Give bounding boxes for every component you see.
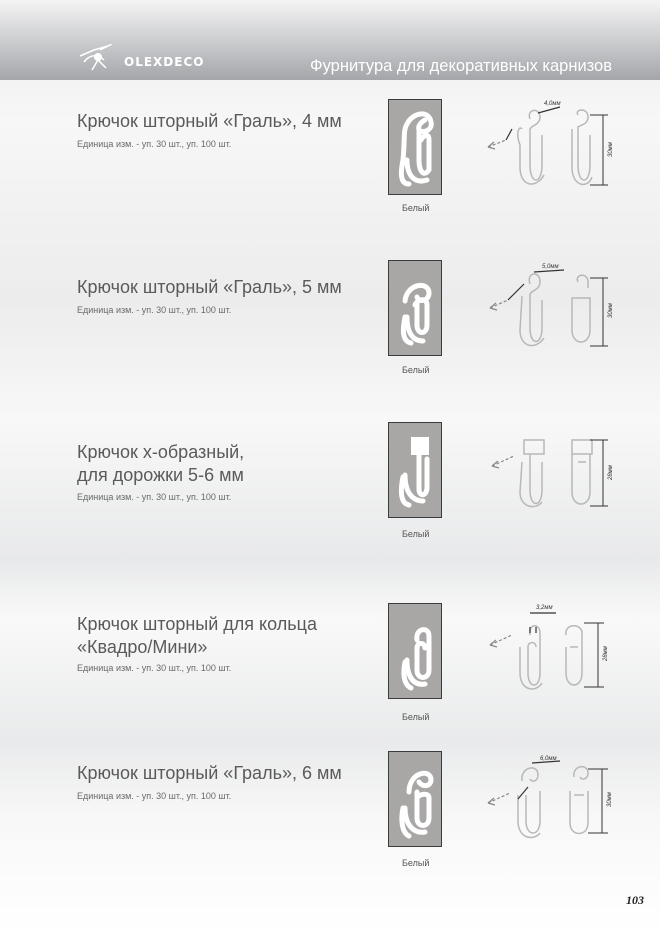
product-unit: Единица изм. - уп. 30 шт., уп. 100 шт. [77,791,232,801]
product-hook-gral-6mm [0,751,660,911]
product-title: Крючок шторный «Граль», 4 мм [77,111,342,131]
product-title: Крючок шторный «Граль», 5 мм [77,277,342,297]
hook-scheme-icon [478,603,618,713]
hook-photo-icon [389,752,443,848]
hook-scheme-icon [478,258,618,368]
width-dimension: 4,0мм [544,101,561,107]
product-photo [388,751,442,847]
product-hook-x-shaped [0,422,660,582]
height-dimension: 30мм [608,142,614,157]
height-dimension: 28мм [603,646,609,661]
color-label: Белый [402,712,430,722]
hook-photo-icon [389,100,443,196]
color-label: Белый [402,365,430,375]
product-unit: Единица изм. - уп. 30 шт., уп. 100 шт. [77,139,232,149]
product-hook-gral-5mm [0,258,660,418]
product-title: Крючок шторный «Граль», 6 мм [77,763,342,783]
product-photo [388,422,442,518]
width-dimension: 5,0мм [542,264,559,270]
product-title: Крючок х-образный, для дорожки 5-6 мм [77,442,245,485]
hook-photo-icon [389,423,443,519]
product-photo [388,603,442,699]
section-title: Фурнитура для декоративных карнизов [310,57,612,75]
product-unit: Единица изм. - уп. 30 шт., уп. 100 шт. [77,492,232,502]
color-label: Белый [402,858,430,868]
product-hook-quadro-mini [0,603,660,763]
product-hook-gral-4mm [0,95,660,255]
product-unit: Единица изм. - уп. 30 шт., уп. 100 шт. [77,663,232,673]
height-dimension: 28мм [608,465,614,480]
product-photo [388,99,442,195]
hook-photo-icon [389,261,443,357]
product-title: Крючок шторный для кольца «Квадро/Мини» [77,614,317,657]
hook-scheme-icon [478,751,618,861]
brand-name: OLEXDECO [124,55,205,69]
page-header [0,0,660,80]
hook-scheme-icon [478,422,618,532]
product-unit: Единица изм. - уп. 30 шт., уп. 100 шт. [77,305,232,315]
hook-scheme-icon [478,95,618,205]
width-dimension: 3,2мм [536,605,553,611]
color-label: Белый [402,529,430,539]
width-dimension: 6,0мм [540,756,557,762]
color-label: Белый [402,203,430,213]
height-dimension: 30мм [607,792,613,807]
height-dimension: 30мм [608,303,614,318]
product-photo [388,260,442,356]
hook-photo-icon [389,604,443,700]
page-number: 103 [626,893,644,907]
